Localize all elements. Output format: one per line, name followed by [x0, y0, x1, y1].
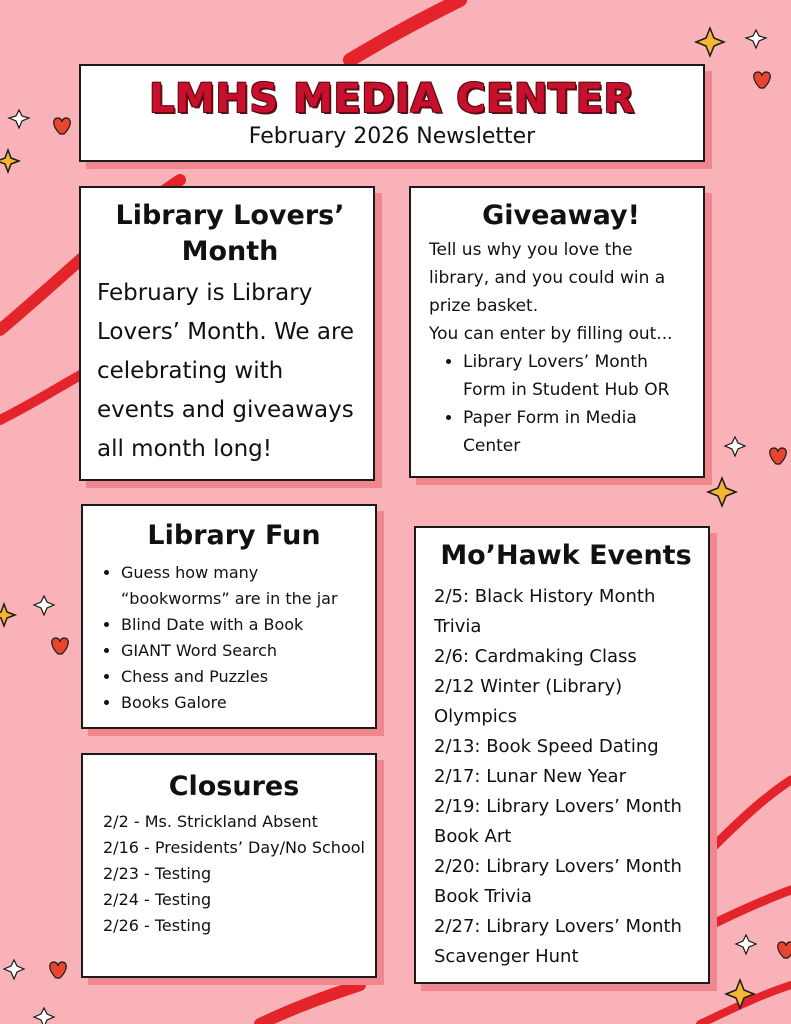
page-title: LMHS MEDIA CENTER [149, 76, 635, 122]
list-item: • Blind Date with a Book [121, 612, 365, 638]
list-item: 2/26 - Testing [103, 916, 212, 935]
list-item: • Books Galore [121, 690, 365, 716]
closures-card [81, 753, 377, 978]
giveaway-heading: Giveaway! [482, 200, 640, 231]
ribbon [0, 370, 90, 420]
list-item: 2/13: Book Speed Dating [434, 736, 659, 757]
list-item: 2/5: Black History Month Trivia [434, 586, 656, 637]
list-item: 2/23 - Testing [103, 864, 212, 883]
closures-list [103, 809, 365, 939]
newsletter-subtitle: February 2026 Newsletter [248, 124, 536, 149]
giveaway-options-list [429, 348, 693, 460]
library-lovers-heading: Library Lovers’ Month [115, 200, 345, 267]
giveaway-enter-text: You can enter by filling out... [429, 324, 673, 344]
giveaway-intro: Tell us why you love the library, and you could win a prize basket. [429, 240, 666, 316]
library-lovers-body: February is Library Lovers’ Month. We are celebrating with events and giveaways all month long! [97, 280, 355, 462]
library-fun-list [103, 560, 365, 716]
ribbon [350, 0, 460, 60]
events-card [414, 526, 710, 984]
list-item: • GIANT Word Search [121, 638, 365, 664]
list-item: 2/17: Lunar New Year [434, 766, 626, 787]
list-item: 2/20: Library Lovers’ Month Book Trivia [434, 856, 682, 907]
list-item: 2/2 - Ms. Strickland Absent [103, 812, 318, 831]
list-item: • Chess and Puzzles [121, 664, 365, 690]
ribbon [700, 780, 791, 860]
ribbon [260, 985, 360, 1024]
events-list [434, 582, 698, 972]
list-item: 2/24 - Testing [103, 890, 212, 909]
events-heading: Mo’Hawk Events [440, 540, 692, 571]
library-lovers-card [79, 186, 375, 481]
giveaway-card [409, 186, 705, 478]
library-fun-card [81, 504, 377, 729]
list-item: • Paper Form in Media Center [463, 404, 693, 460]
list-item: • Library Lovers’ Month Form in Student Hub OR [463, 348, 693, 404]
library-fun-heading: Library Fun [147, 520, 321, 551]
newsletter-header [79, 64, 705, 162]
list-item: • Guess how many “bookworms” are in the jar [121, 560, 365, 612]
list-item: 2/12 Winter (Library) Olympics [434, 676, 623, 727]
list-item: 2/19: Library Lovers’ Month Book Art [434, 796, 682, 847]
list-item: 2/16 - Presidents’ Day/No School [103, 838, 365, 857]
list-item: 2/27: Library Lovers’ Month Scavenger Hunt [434, 916, 682, 967]
closures-heading: Closures [168, 771, 300, 802]
list-item: 2/6: Cardmaking Class [434, 646, 637, 667]
